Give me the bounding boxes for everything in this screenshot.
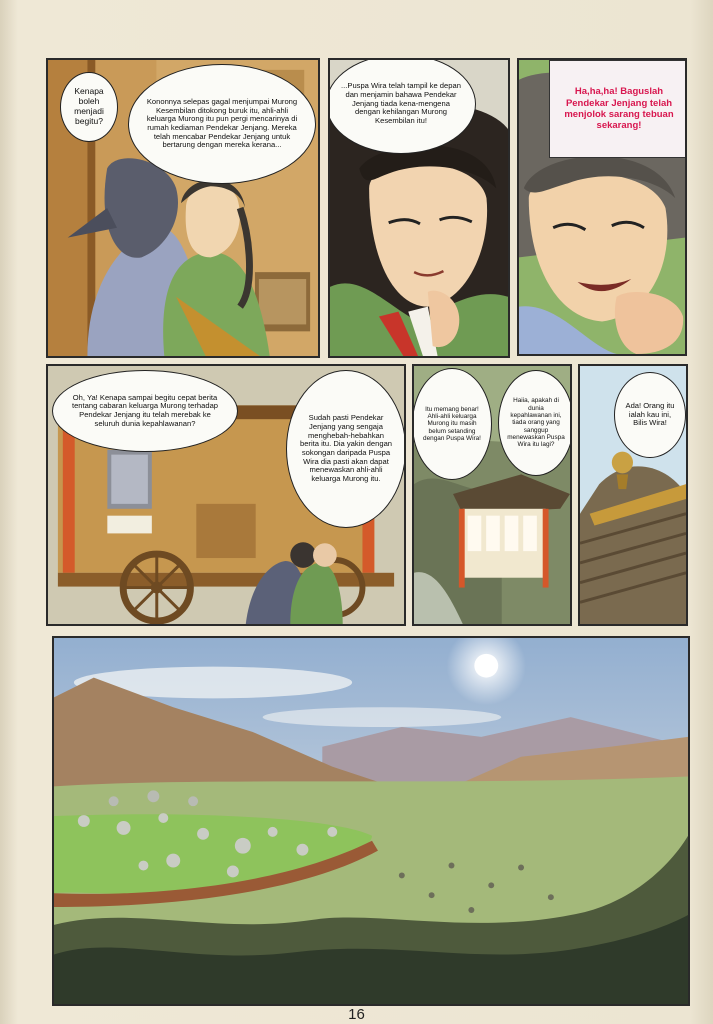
shout-caption-box bbox=[549, 60, 687, 158]
shout-text: Ha,ha,ha! Baguslah Pendekar Jenjang telah menjolok sarang tebuan sekarang! bbox=[564, 86, 674, 132]
speech-bubble-kononnya bbox=[128, 64, 316, 184]
speech-text: Kenapa boleh menjadi begitu? bbox=[74, 86, 104, 126]
speech-text: Sudah pasti Pendekar Jenjang yang sengaja menghebah-hebahkan berita itu. Dia yakin dengan sokongan daripada Puspa Wira dia pasti akan dapat menewaskan ahli-ahli keluarga Murong itu. bbox=[299, 413, 393, 484]
speech-bubble-haiia bbox=[498, 370, 572, 476]
speech-text: Kononnya selepas gagal menjumpai Murong Kesembilan ditokong buruk itu, ahli-ahli keluarga Murong itu pun pergi mencarinya di rumah kediaman Pendekar Jenjang. Mereka telah mencabar Pendekar Jenjang untuk bertarung dengan mereka kerana... bbox=[146, 96, 298, 150]
panel-3 bbox=[517, 58, 687, 356]
speech-bubble-itu-memang bbox=[412, 368, 492, 480]
speech-bubble-sudah-pasti bbox=[286, 370, 406, 528]
panel-7-art bbox=[54, 638, 688, 1004]
page-number: 16 bbox=[348, 1006, 365, 1023]
speech-text: Haiia, apakah di dunia kepahlawanan ini, tiada orang yang sanggup menewaskan Puspa Wira itu lagi? bbox=[507, 397, 565, 449]
speech-bubble-ada bbox=[614, 372, 686, 458]
panel-2 bbox=[328, 58, 510, 358]
speech-text: Itu memang benar! Ahli-ahli keluarga Murong itu masih belum setanding dengan Puspa Wira! bbox=[423, 405, 481, 443]
panel-5 bbox=[412, 364, 572, 626]
speech-bubble-kenapa bbox=[60, 72, 118, 142]
speech-bubble-oh-ya bbox=[52, 370, 238, 452]
panel-6 bbox=[578, 364, 688, 626]
speech-text: Oh, Ya! Kenapa sampai begitu cepat berita tentang cabaran keluarga Murong terhadap Pendekar Jenjang itu telah merebak ke seluruh dunia kepahlawanan? bbox=[71, 392, 219, 428]
panel-4 bbox=[46, 364, 406, 626]
panel-7-landscape bbox=[52, 636, 690, 1006]
panel-1 bbox=[46, 58, 320, 358]
speech-text: Ada! Orang itu ialah kau ini, Bilis Wira! bbox=[625, 400, 675, 428]
speech-text: ...Puspa Wira telah tampil ke depan dan menjamin bahawa Pendekar Jenjang tiada kena-mengena dengan kehilangan Murong Kesembilan itu! bbox=[341, 81, 461, 126]
